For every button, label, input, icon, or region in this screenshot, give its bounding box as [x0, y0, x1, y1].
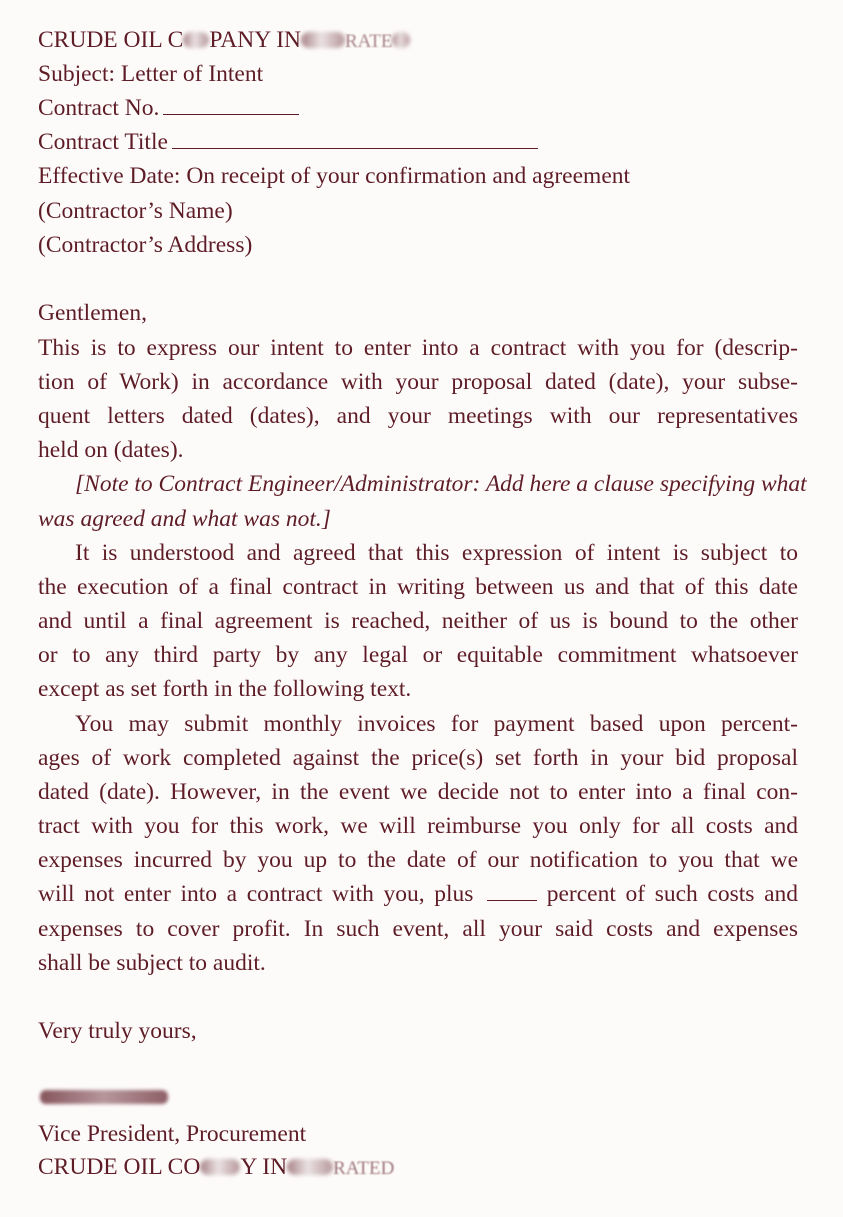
redaction-mark [200, 1159, 240, 1175]
company-name-footer: CRUDE OIL CO Y IN RATED [38, 1154, 395, 1180]
paragraph-2-line: the execution of a final contract in writing between us and that of this date [38, 574, 798, 600]
paragraph-2-line: It is understood and agreed that this expression of intent is subject to [75, 540, 798, 566]
paragraph-1-line: held on (dates). [38, 437, 184, 463]
redaction-mark [301, 32, 345, 48]
redaction-mark [392, 32, 410, 48]
company-name-header: CRUDE OIL C PANY IN RATE [38, 26, 410, 56]
note-line: [Note to Contract Engineer/Administrator: Add here a clause specifying what [75, 471, 807, 497]
paragraph-1-line: quent letters dated (dates), and your meetings with our representatives [38, 403, 798, 429]
paragraph-3-line: You may submit monthly invoices for payment based upon percent- [75, 711, 798, 737]
percent-blank [487, 899, 537, 901]
paragraph-2-line: and until a final agreement is reached, neither of us is bound to the other [38, 608, 798, 634]
effective-date-line: Effective Date: On receipt of your confirmation and agreement [38, 163, 631, 189]
contractor-name-line: (Contractor’s Name) [38, 198, 233, 224]
redaction-mark [287, 1159, 333, 1175]
contractor-address-line: (Contractor’s Address) [38, 232, 253, 258]
redaction-mark [183, 32, 209, 48]
signature-redacted [40, 1090, 168, 1104]
contract-title-blank [172, 147, 538, 149]
paragraph-3-line: dated (date). However, in the event we decide not to enter into a final con- [38, 779, 798, 805]
paragraph-2-line: except as set forth in the following text. [38, 676, 412, 702]
paragraph-1-line: This is to express our intent to enter into a contract with you for (descrip- [38, 335, 798, 361]
paragraph-3-line: shall be subject to audit. [38, 950, 266, 976]
paragraph-3-line: expenses to cover profit. In such event, all your said costs and expenses [38, 916, 798, 942]
paragraph-3-line: ages of work completed against the price(s) set forth in your bid proposal [38, 745, 798, 771]
paragraph-2-line: or to any third party by any legal or equitable commitment whatsoever [38, 642, 798, 668]
contract-number-blank [163, 113, 299, 115]
paragraph-3-line: tract with you for this work, we will reimburse you only for all costs and [38, 813, 798, 839]
paragraph-3-line: expenses incurred by you up to the date of our notification to you that we [38, 847, 798, 873]
signer-title: Vice President, Procurement [38, 1121, 307, 1147]
paragraph-1-line: tion of Work) in accordance with your proposal dated (date), your subse- [38, 369, 798, 395]
percent-line: will not enter into a contract with you, plus percent of such costs and [38, 881, 798, 907]
subject-line: Subject: Letter of Intent [38, 61, 264, 87]
salutation: Gentlemen, [38, 300, 147, 326]
contract-title-line: Contract Title [38, 128, 538, 156]
note-line: was agreed and what was not.] [38, 506, 331, 532]
contract-number-line: Contract No. [38, 94, 299, 122]
valediction: Very truly yours, [38, 1018, 197, 1044]
